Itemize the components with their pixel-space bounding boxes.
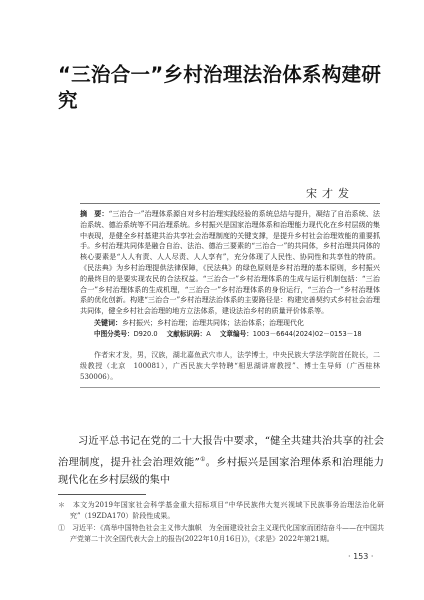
clc-value: D920.0 (133, 329, 158, 338)
article-number (220, 330, 362, 338)
author-bio: 作者宋才发，男，汉族，湖北嘉鱼武穴市人，法学博士，中央民族大学法学院首任院长，二级教授（北京 100081），广西民族大学特聘“相思湖讲席教授”、博士生导师（广西桂林 530006）。 (80, 350, 380, 388)
keywords-label: 关键词： (94, 318, 122, 327)
abstract (80, 209, 380, 317)
body-text-1: 习近平总书记在党的二十大报告中要求，“健全共建共治共享的社会治理制度，提升社会治理效能” (58, 436, 384, 469)
footnote-divider (58, 494, 146, 495)
footnote-fund: ＊ 本文为2019年国家社会科学基金重大招标项目“中华民族伟大复兴视域下民族事务治理法治化研究”（19ZDA170）阶段性成果。 (58, 501, 384, 520)
abstract-box (80, 203, 387, 388)
abstract-label: 摘 要： (80, 209, 109, 218)
body-text-2: 。乡村振兴是国家治理体系和治理能力现代化在乡村层级的集中 (58, 457, 384, 487)
abstract-text: “三治合一”治理体系源自对乡村治理实践经验的系统总结与提升，凝结了自治系统、法治系统、德治系统等不同治理系统。乡村振兴是国家治理体系和治理能力现代化在乡村层级的集中表现，是健全乡村基建共治共享社会治理制度的关键支撑，是提升乡村社会治理效能的重要抓手。乡村治理共同体是融合自治、法治、德治三要素的“三治合一”的共同体，乡村治理共同体的核心要素是“人人有责、人人尽责、人人享有”，充分体现了人民性、协同性和共享性的特质。《民法典》为乡村治理提供法律保障，《民法典》的绿色原则是乡村治理的基本原则，乡村振兴的最终目的是要实现农民的合法权益。“三治合一”乡村治理体系的生成与运行机制包括：“三治合一”乡村治理体系的生成机理，“三治合一”乡村治理体系的身份运行，“三治合一”乡村治理体系的优化创新。构建“三治合一”乡村治理法治体系的主要路径是：构建完善契约式乡村社会治理共同体，健全乡村社会治理的地方立法体系，建设法治乡村的质量评价体系等。 (80, 209, 380, 316)
keywords (94, 318, 380, 329)
doc-label: 文献标识码： (166, 329, 207, 338)
page-number: · 153 · (348, 552, 374, 561)
body-paragraph (58, 433, 384, 490)
clc-number (94, 330, 158, 338)
footnote-1: ① 习近平：《高举中国特色社会主义伟大旗帜 为全面建设社会主义现代化国家而团结奋斗——在中国共产党第二十次全国代表大会上的报告(2022年10月16日)》，《求是》2022年第21期。 (58, 524, 384, 543)
clc-label: 中图分类号： (94, 329, 134, 338)
article-value: 1003－6644(2024)02－0153－18 (252, 329, 362, 338)
article-label: 文章编号： (219, 329, 253, 338)
author-name: 宋才发 (306, 187, 354, 200)
doc-code (167, 330, 211, 338)
footnote-ref[interactable]: ① (199, 456, 206, 463)
keywords-text: 乡村振兴；乡村治理；治理共同体；法治体系；治理现代化 (122, 318, 304, 327)
footnotes (58, 500, 384, 546)
classification-line (94, 329, 380, 340)
doc-value: A (206, 329, 211, 338)
article-title: “三治合一”乡村治理法治体系构建研究 (58, 63, 382, 112)
